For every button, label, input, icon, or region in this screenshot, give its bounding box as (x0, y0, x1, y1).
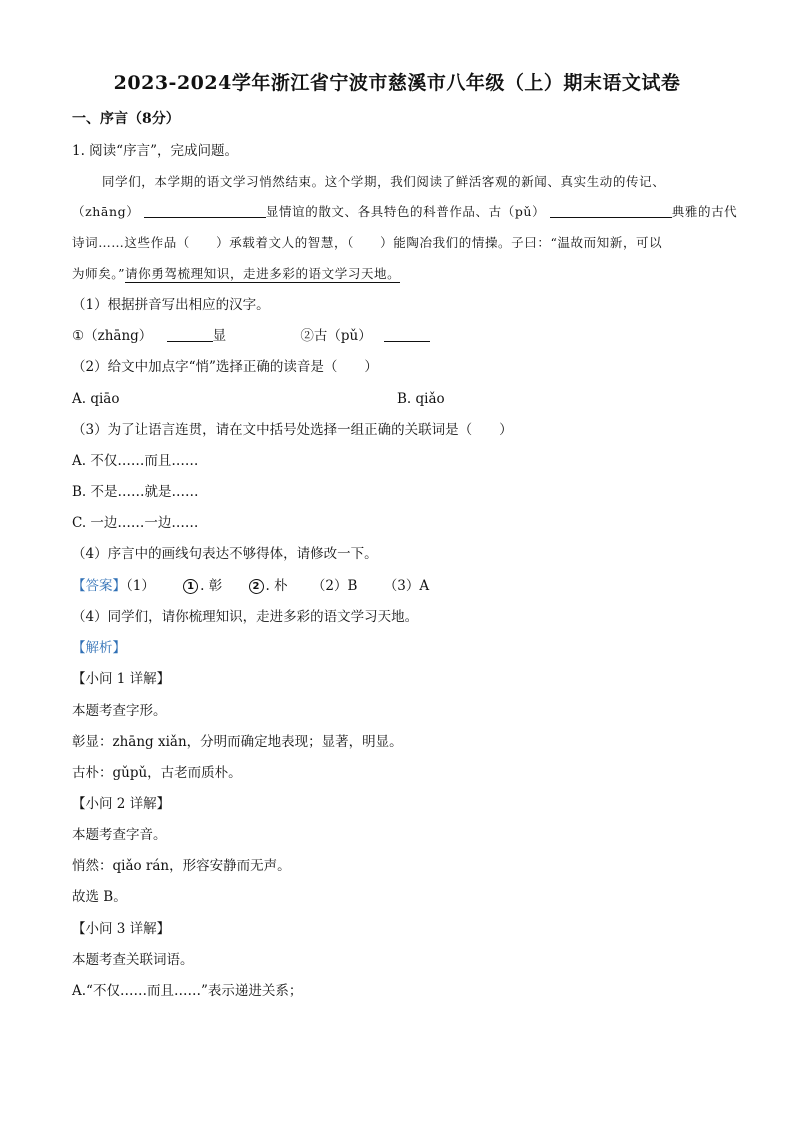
detail-2-line-3: 故选 B。 (72, 889, 127, 905)
detail-heading-1: 【小问 1 详解】 (72, 671, 171, 687)
sub-question-2: （2）给文中加点字“悄”选择正确的读音是（ ） (72, 359, 378, 375)
option-3b[interactable]: B. 不是……就是…… (72, 484, 199, 500)
blank-tail: 显 (212, 328, 227, 344)
analysis-tag: 【解析】 (72, 640, 126, 656)
detail-heading-3: 【小问 3 详解】 (72, 921, 171, 937)
answer-part-2: （2）B (311, 578, 358, 594)
passage-line-4 (72, 265, 400, 283)
option-3c[interactable]: C. 一边……一边…… (72, 515, 199, 531)
detail-heading-2: 【小问 2 详解】 (72, 796, 171, 812)
detail-1-line-1: 本题考查字形。 (72, 703, 167, 719)
option-2a[interactable]: A. qiāo (72, 391, 120, 407)
answer-part-1: （1） (126, 578, 155, 594)
sub-question-3: （3）为了让语言连贯，请在文中括号处选择一组正确的关联词是（ ） (72, 422, 513, 438)
section-heading: 一、序言（8分） (72, 111, 180, 127)
fill-blank-1[interactable] (144, 203, 266, 218)
answer-part-3: （3）A (383, 578, 430, 594)
answer-value-1: . 彰 (200, 578, 223, 594)
answer-value-2: . 朴 (265, 578, 288, 594)
passage-line-2 (72, 203, 737, 221)
passage-line-3: 诗词……这些作品（ ）承载着文人的智慧，（ ）能陶冶我们的情操。子曰：“温故而知新，可以 (72, 235, 663, 250)
circled-number-2: 2 (249, 579, 264, 594)
detail-1-line-3: 古朴：gǔpǔ，古老而质朴。 (72, 765, 242, 781)
detail-1-line-2: 彰显：zhāng xiǎn，分明而确定地表现；显著，明显。 (72, 734, 403, 750)
answer-blank-b[interactable] (384, 327, 430, 342)
passage-text: 显情谊的散文、各具特色的科普作品、古（pǔ） (265, 204, 546, 219)
detail-3-line-2: A.“不仅……而且……”表示递进关系； (72, 983, 303, 999)
circled-number-1: 1 (183, 579, 198, 594)
underlined-sentence: 请你勇驾梳理知识，走进多彩的语文学习天地。 (125, 266, 401, 281)
passage-quote-end: 为师矣。” (72, 266, 126, 281)
answer-line-2: （4）同学们，请你梳理知识，走进多彩的语文学习天地。 (72, 609, 419, 625)
sub-question-1: （1）根据拼音写出相应的汉字。 (72, 297, 270, 313)
pinyin-zhang: （zhāng） (72, 204, 140, 219)
blank-label-a: ①（zhāng） (72, 328, 153, 344)
detail-3-line-1: 本题考查关联词语。 (72, 952, 194, 968)
detail-2-line-1: 本题考查字音。 (72, 827, 167, 843)
fill-blank-2[interactable] (550, 203, 672, 218)
option-2b[interactable]: B. qiǎo (397, 391, 445, 407)
page-title: 2023-2024学年浙江省宁波市慈溪市八年级（上）期末语文试卷 (113, 72, 681, 94)
detail-2-line-2: 悄然：qiǎo rán，形容安静而无声。 (72, 858, 291, 874)
passage-text: 典雅的古代 (671, 204, 738, 219)
option-3a[interactable]: A. 不仅……而且…… (72, 453, 199, 469)
answer-tag: 【答案】 (72, 578, 126, 594)
passage-line-1: 同学们，本学期的语文学习悄然结束。这个学期，我们阅读了鲜活客观的新闻、真实生动的传记、 (102, 174, 666, 189)
answer-blank-a[interactable] (167, 327, 213, 342)
answer-line-1 (72, 577, 429, 595)
sub-question-1-blanks (72, 327, 430, 345)
sub-question-4: （4）序言中的画线句表达不够得体，请修改一下。 (72, 546, 378, 562)
blank-label-b: ②古（pǔ） (300, 328, 372, 344)
question-stem: 1. 阅读“序言”，完成问题。 (72, 143, 238, 159)
